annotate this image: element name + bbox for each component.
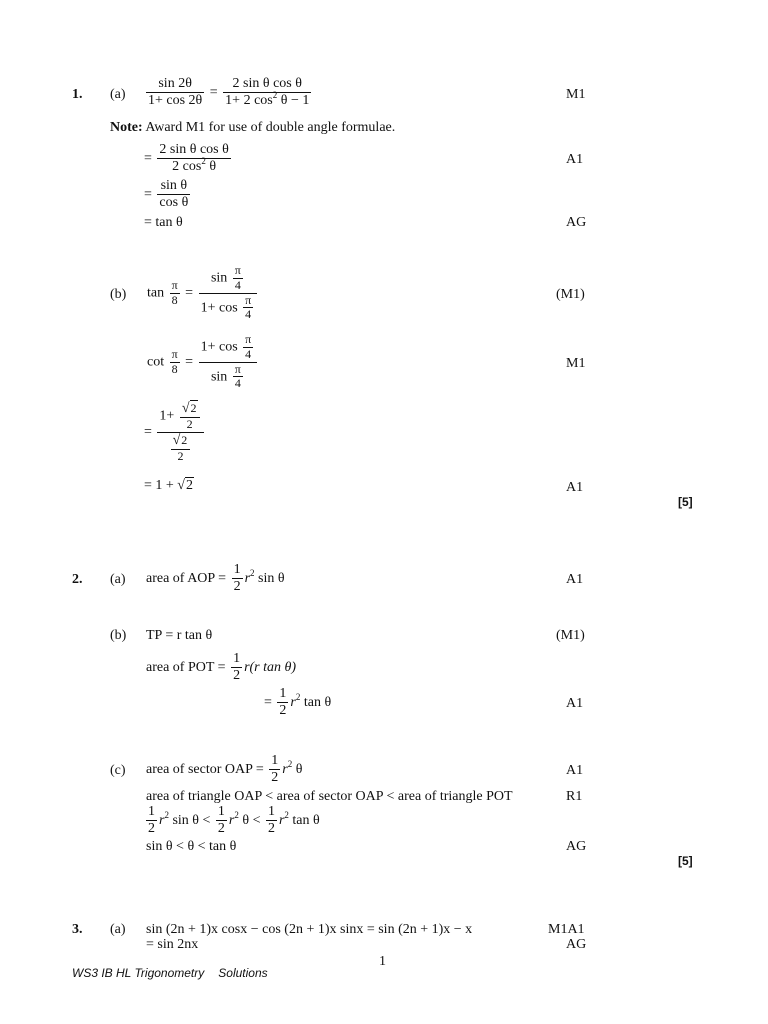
mark: AG — [566, 839, 587, 854]
fraction: 1+ cos $\frac{\pi}{4}$ sin $\frac{\pi}{4}$ — [199, 333, 258, 391]
q1a-label: (a) — [110, 87, 126, 102]
q2c-line3: $\frac{1}{2}$ $r^2$ sin θ < $\frac{1}{2}$ $r^2$ θ < $\frac{1}{2}$ $r^2$ tan θ — [148, 804, 320, 837]
q1-total-marks: [5] — [678, 495, 693, 509]
q2c-line4: sin θ < θ < tan θ — [146, 839, 237, 854]
q2a-label: (a) — [110, 572, 126, 587]
q1a-line4: = tan θ — [144, 215, 183, 230]
page-number: 1 — [379, 954, 386, 969]
fraction: $\frac{\text{2 sin θ cos θ}}{1+ 2 \cos^2 \theta - 1}$ — [225, 76, 310, 109]
fraction: $\frac{\text{2 sin θ cos θ}}{2 \cos^2 \theta}$ — [159, 142, 229, 175]
q1a-line3: = $\frac{\text{sin θ}}{\text{cos θ}}$ — [144, 178, 189, 211]
mark: M1 — [566, 87, 586, 102]
q3a-line2: = sin 2nx — [146, 937, 199, 952]
q1a-note: Note: Award M1 for use of double angle formulae. — [110, 120, 396, 135]
mark: A1 — [566, 696, 584, 711]
q2c-line2: area of triangle OAP < area of sector OAP < area of triangle POT — [146, 789, 513, 804]
mark: (M1) — [556, 287, 585, 302]
mark: AG — [566, 215, 587, 230]
mark: M1 — [566, 356, 586, 371]
mark: A1 — [566, 572, 584, 587]
q2a-line: area of AOP = $\frac{1}{2}$ $r^2$ sin θ — [146, 562, 285, 595]
q1a-line1: $\frac{\sin 2\theta}{1+ \cos 2\theta}$ = $\frac{\text{2 sin θ cos θ}}{1+ 2 \cos^2 \theta - 1}$ — [148, 76, 310, 109]
q3a-line1: sin (2n + 1)x cosx − cos (2n + 1)x sinx = sin (2n + 1)x − x — [146, 922, 473, 937]
q2c-line1: area of sector OAP = $\frac{1}{2}$ $r^2$ θ — [146, 753, 303, 786]
mark: A1 — [566, 152, 584, 167]
q1b-line3: = 1+ $\frac{√2}{2}$ $\frac{√2}{2}$ — [144, 401, 206, 464]
q1b-line4: = 1 + √2 — [144, 478, 193, 494]
q1-number: 1. — [72, 87, 83, 102]
fraction: 1+ $\frac{√2}{2}$ $\frac{√2}{2}$ — [157, 401, 203, 464]
footer-title: WS3 IB HL Trigonometry Solutions — [72, 966, 268, 980]
q2b-line2: area of POT = $\frac{1}{2}$ r(r tan θ) — [146, 651, 297, 684]
q2b-line3: = $\frac{1}{2}$ $r^2$ tan θ — [264, 686, 332, 719]
fraction: $\frac{\text{sin θ}}{\text{cos θ}}$ — [159, 178, 189, 211]
q2b-line1: TP = r tan θ — [146, 628, 213, 643]
mark: A1 — [566, 480, 584, 495]
q2-number: 2. — [72, 572, 83, 587]
q1b-label: (b) — [110, 287, 127, 302]
mark: (M1) — [556, 628, 585, 643]
q1a-line2: = $\frac{\text{2 sin θ cos θ}}{2 \cos^2 \theta}$ — [144, 142, 229, 175]
fraction: sin $\frac{\pi}{4}$ 1+ cos $\frac{\pi}{4}$ — [199, 264, 258, 322]
q1b-line1: tan $\frac{\pi}{8}$ = sin $\frac{\pi}{4}$ 1+ cos $\frac{\pi}{4}$ — [147, 264, 259, 322]
mark: A1 — [566, 763, 584, 778]
fraction: $\frac{\sin 2\theta}{1+ \cos 2\theta}$ — [148, 76, 203, 109]
mark: AG — [566, 937, 587, 952]
q3-number: 3. — [72, 922, 83, 937]
q2c-label: (c) — [110, 763, 126, 778]
q2-total-marks: [5] — [678, 854, 693, 868]
q1b-line2: cot $\frac{\pi}{8}$ = 1+ cos $\frac{\pi}{4}$ sin $\frac{\pi}{4}$ — [147, 333, 259, 391]
mark: R1 — [566, 789, 583, 804]
mark: M1A1 — [548, 922, 585, 937]
q2b-label: (b) — [110, 628, 127, 643]
q3a-label: (a) — [110, 922, 126, 937]
